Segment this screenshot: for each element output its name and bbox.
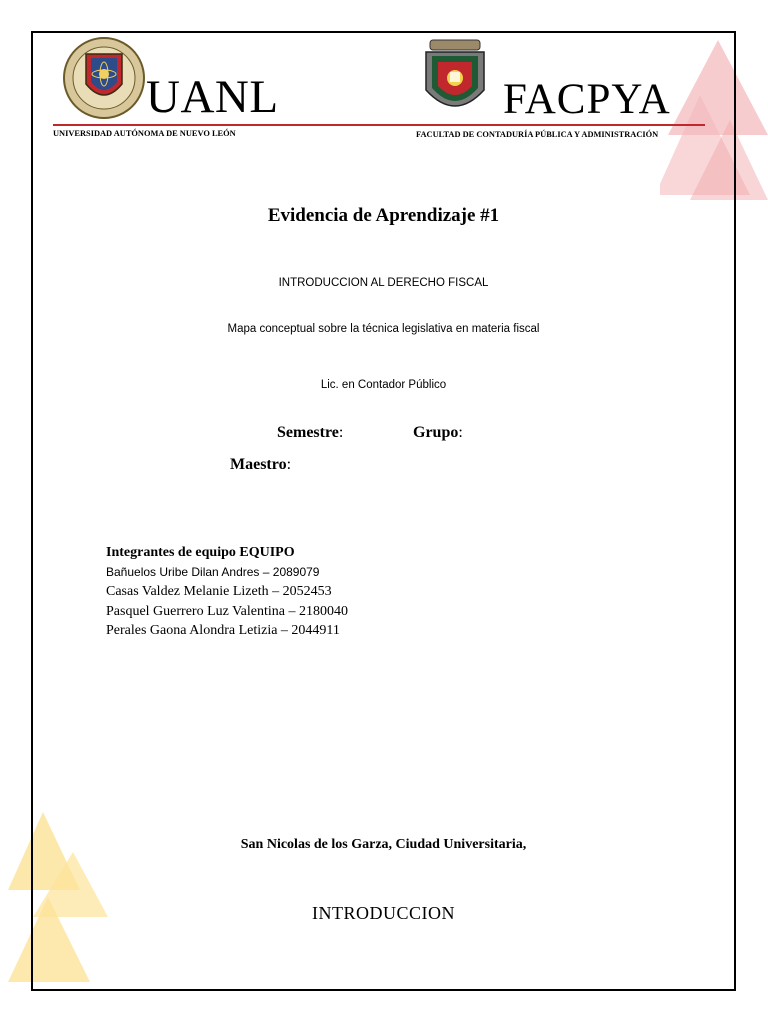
uanl-seal-icon bbox=[62, 36, 146, 124]
facpya-caption: FACULTAD DE CONTADURÍA PÚBLICA Y ADMINISTRACIÓN bbox=[416, 130, 659, 139]
group-field bbox=[413, 424, 463, 442]
career-name: Lic. en Contador Público bbox=[320, 379, 447, 391]
teacher-colon: : bbox=[286, 456, 292, 473]
introduction-heading: INTRODUCCION bbox=[312, 903, 455, 923]
city-line: San Nicolas de los Garza, Ciudad Universitaria, bbox=[240, 837, 527, 852]
team-block bbox=[106, 543, 348, 641]
group-colon: : bbox=[458, 424, 463, 441]
semester-field bbox=[277, 424, 343, 442]
facpya-wordmark: FACPYA bbox=[503, 76, 671, 123]
header-divider bbox=[53, 124, 705, 126]
facpya-shield-icon bbox=[422, 38, 488, 122]
semester-colon: : bbox=[338, 424, 344, 441]
uanl-wordmark: UANL bbox=[146, 71, 279, 123]
team-title: Integrantes de equipo EQUIPO bbox=[106, 545, 295, 560]
team-member: Perales Gaona Alondra Letizia – 2044911 bbox=[106, 623, 340, 638]
team-member: Casas Valdez Melanie Lizeth – 2052453 bbox=[106, 584, 332, 599]
uanl-caption: UNIVERSIDAD AUTÓNOMA DE NUEVO LEÓN bbox=[53, 129, 236, 138]
semester-label: Semestre bbox=[277, 424, 339, 441]
assignment-subject: Mapa conceptual sobre la técnica legislativa en materia fiscal bbox=[227, 323, 540, 335]
teacher-label: Maestro bbox=[230, 456, 287, 473]
team-member: Bañuelos Uribe Dilan Andres – 2089079 bbox=[106, 564, 320, 579]
group-label: Grupo bbox=[413, 424, 459, 441]
document-title: Evidencia de Aprendizaje #1 bbox=[267, 205, 500, 226]
team-member: Pasquel Guerrero Luz Valentina – 2180040 bbox=[106, 603, 348, 619]
teacher-field bbox=[230, 456, 291, 474]
course-name: INTRODUCCION AL DERECHO FISCAL bbox=[278, 277, 489, 289]
